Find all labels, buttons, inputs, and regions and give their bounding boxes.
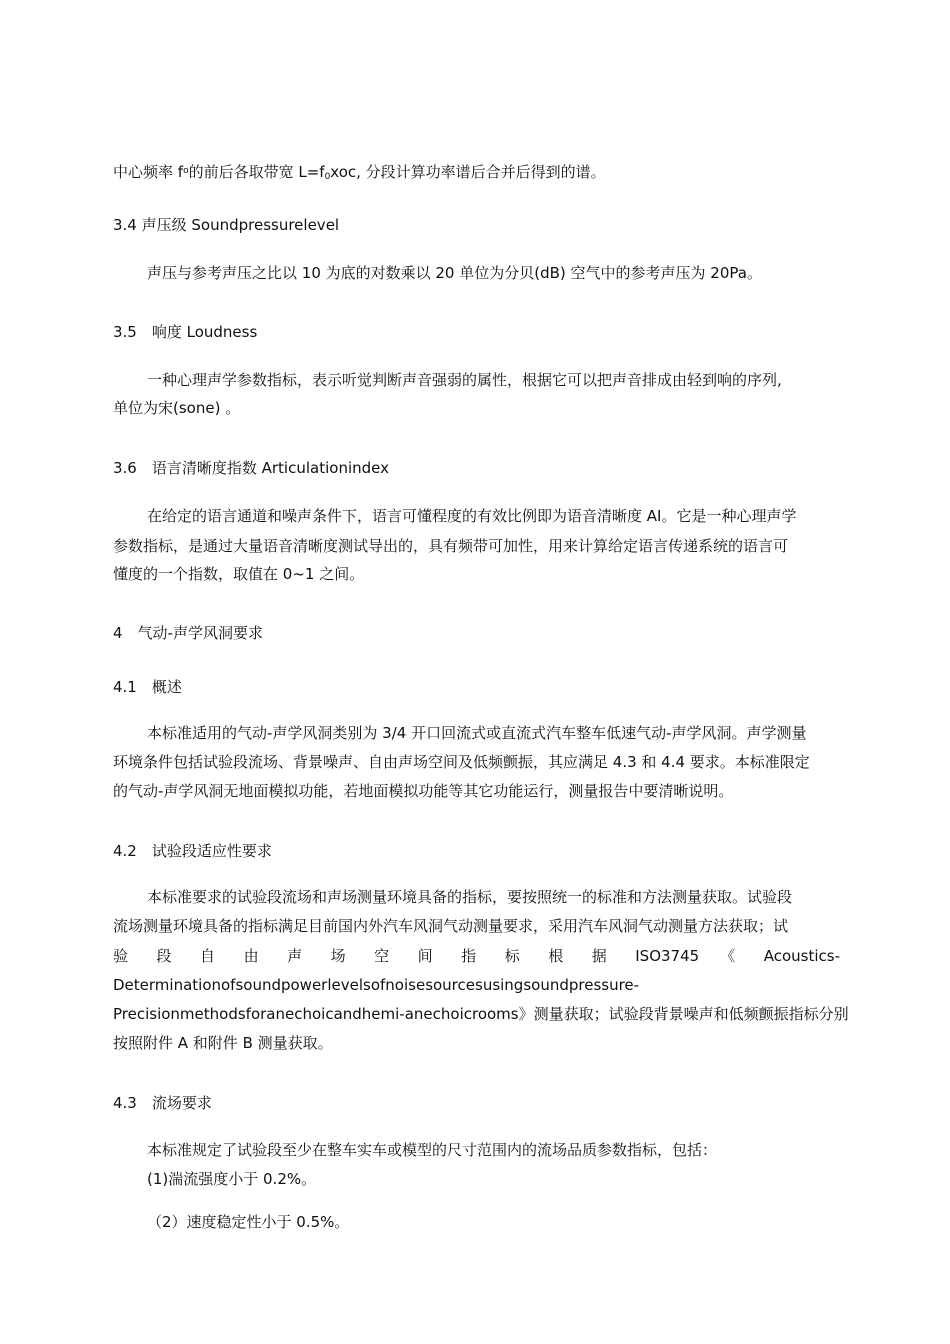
paragraph-3-4: 声压与参考声压之比以 10 为底的对数乘以 20 单位为分贝(dB) 空气中的参考声压为 20Pa。 (147, 264, 762, 282)
paragraph-4-1-line-3: 的气动-声学风洞无地面模拟功能，若地面模拟功能等其它功能运行，测量报告中要清晰说明。 (113, 782, 734, 800)
paragraph-4-3: 本标准规定了试验段至少在整车实车或模型的尺寸范围内的流场品质参数指标，包括： (147, 1141, 718, 1159)
paragraph-4-2-line-2: 流场测量环境具备的指标满足目前国内外汽车风洞气动测量要求，采用汽车风洞气动测量方法获取；试 (113, 917, 789, 935)
paragraph-4-2-line-4: Determinationofsoundpowerlevelsofnoisesourcesusingsoundpressure- (113, 976, 640, 994)
list-item-2: （2）速度稳定性小于 0.5%。 (147, 1213, 350, 1231)
heading-3-6: 3.6 语言清晰度指数 Articulationindex (113, 459, 389, 477)
paragraph-4-2-line-5: Precisionmethodsforanechoicandhemi-anechoicrooms》测量获取；试验段背景噪声和低频颤振指标分别 (113, 1005, 849, 1023)
paragraph-4-2-line-3: 验 段 自 由 声 场 空 间 指 标 根 据 ISO3745 《 Acoustics- (113, 947, 840, 965)
heading-4: 4 气动-声学风洞要求 (113, 624, 263, 642)
list-item-1: (1)湍流强度小于 0.2%。 (147, 1170, 317, 1188)
heading-3-5: 3.5 响度 Loudness (113, 323, 258, 341)
paragraph-4-2-line-6: 按照附件 A 和附件 B 测量获取。 (113, 1034, 333, 1052)
paragraph-4-2-line-1: 本标准要求的试验段流场和声场测量环境具备的指标，要按照统一的标准和方法测量获取。试验段 (147, 888, 793, 906)
paragraph-4-1-line-1: 本标准适用的气动-声学风洞类别为 3/4 开口回流式或直流式汽车整车低速气动-声学风洞。声学测量 (147, 724, 807, 742)
p-freq-line: 中心频率 $f^o$的前后各取带宽 $L=f_0xoc$, 分段计算功率谱后合并后得到的谱。 (113, 163, 606, 182)
paragraph-3-6-line-3: 懂度的一个指数，取值在 0~1 之间。 (113, 565, 365, 583)
paragraph-3-6-line-1: 在给定的语言通道和噪声条件下，语言可懂程度的有效比例即为语音清晰度 AI。它是一种心理声学 (147, 507, 797, 525)
paragraph-3-5-line-2: 单位为宋(sone) 。 (113, 399, 241, 417)
heading-4-1: 4.1 概述 (113, 678, 182, 696)
paragraph-4-1-line-2: 环境条件包括试验段流场、背景噪声、自由声场空间及低频颤振，其应满足 4.3 和 4.4 要求。本标准限定 (113, 753, 810, 771)
heading-4-3: 4.3 流场要求 (113, 1094, 212, 1112)
paragraph-3-5-line-1: 一种心理声学参数指标，表示听觉判断声音强弱的属性，根据它可以把声音排成由轻到响的序列, (147, 371, 782, 389)
heading-4-2: 4.2 试验段适应性要求 (113, 842, 272, 860)
heading-3-4: 3.4 声压级 Soundpressurelevel (113, 216, 340, 234)
paragraph-3-6-line-2: 参数指标，是通过大量语音清晰度测试导出的，具有频带可加性，用来计算给定语言传递系统的语言可 (113, 537, 789, 555)
